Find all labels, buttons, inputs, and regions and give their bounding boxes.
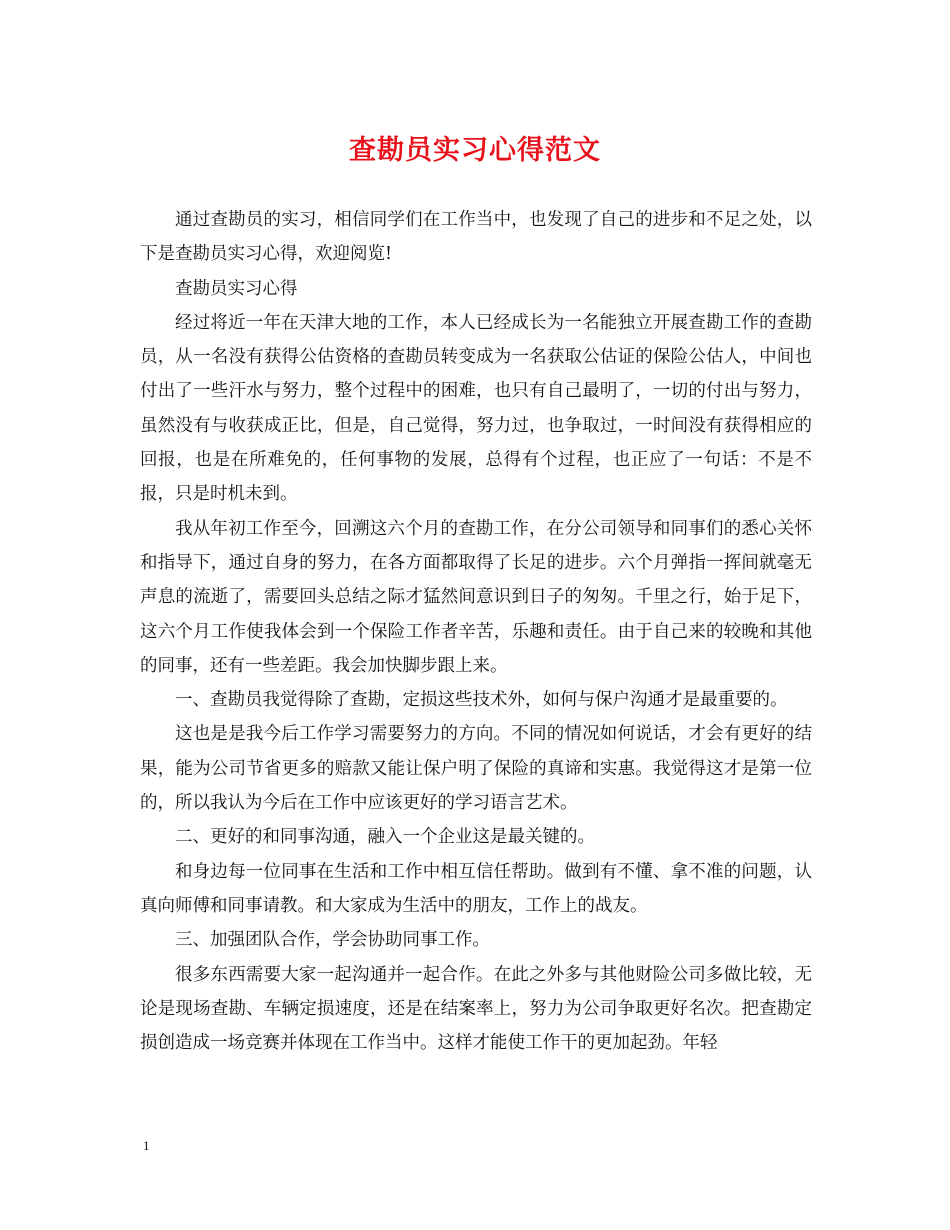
page-number: 1 — [143, 1138, 150, 1153]
paragraph-4: 和身边每一位同事在生活和工作中相互信任帮助。做到有不懂、拿不准的问题，认真向师傅和同事请教。和大家成为生活中的朋友，工作上的战友。 — [140, 861, 812, 916]
paragraph-point-2: 二、更好的和同事沟通，融入一个企业这是最关键的。 — [175, 827, 595, 848]
paragraph-point-3: 三、加强团队合作，学会协助同事工作。 — [175, 930, 490, 951]
document-title: 查勘员实习心得范文 — [349, 135, 601, 166]
paragraph-5: 很多东西需要大家一起沟通并一起合作。在此之外多与其他财险公司多做比较，无论是现场查勘、车辆定损速度，还是在结案率上，努力为公司争取更好名次。把查勘定损创造成一场竞赛并体现在工作当中。这样才能使工作干的更加起劲。年轻 — [140, 964, 812, 1054]
paragraph-point-1: 一、查勘员我觉得除了查勘，定损这些技术外，如何与保户沟通才是最重要的。 — [175, 690, 788, 711]
paragraph-2: 我从年初工作至今，回溯这六个月的查勘工作，在分公司领导和同事们的悉心关怀和指导下，通过自身的努力，在各方面都取得了长足的进步。六个月弹指一挥间就毫无声息的流逝了，需要回头总结之际才猛然间意识到日子的匆匆。千里之行，始于足下，这六个月工作使我体会到一个保险工作者辛苦，乐趣和责任。由于自己来的较晚和其他的同事，还有一些差距。我会加快脚步跟上来。 — [140, 518, 812, 676]
document-body — [140, 203, 812, 1060]
paragraph-intro: 通过查勘员的实习，相信同学们在工作当中，也发现了自己的进步和不足之处，以下是查勘员实习心得，欢迎阅览! — [140, 210, 812, 265]
paragraph-1: 经过将近一年在天津大地的工作，本人已经成长为一名能独立开展查勘工作的查勘员，从一名没有获得公估资格的查勘员转变成为一名获取公估证的保险公估人，中间也付出了一些汗水与努力，整个过程中的困难，也只有自己最明了，一切的付出与努力，虽然没有与收获成正比，但是，自己觉得，努力过，也争取过，一时间没有获得相应的回报，也是在所难免的，任何事物的发展，总得有个过程，也正应了一句话：不是不报，只是时机未到。 — [140, 312, 812, 505]
paragraph-3: 这也是是我今后工作学习需要努力的方向。不同的情况如何说话，才会有更好的结果，能为公司节省更多的赔款又能让保户明了保险的真谛和实惠。我觉得这才是第一位的，所以我认为今后在工作中应该更好的学习语言艺术。 — [140, 724, 812, 814]
paragraph-heading: 查勘员实习心得 — [175, 278, 298, 299]
